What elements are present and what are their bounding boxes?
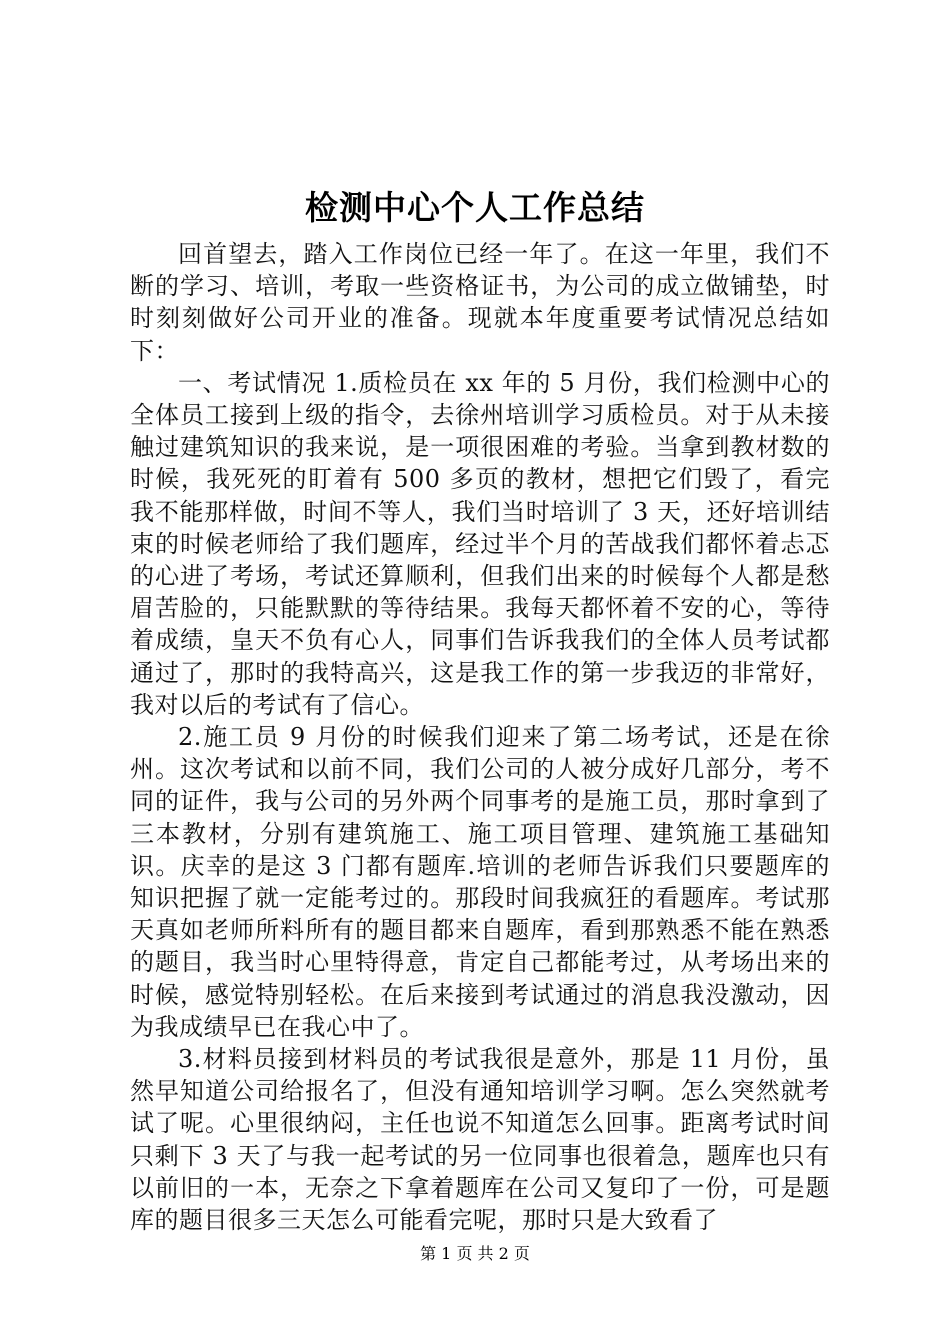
paragraph-quality-inspector: 一、考试情况 1.质检员在 xx 年的 5 月份，我们检测中心的全体员工接到上级的指令，去徐州培训学习质检员。对于从未接触过建筑知识的我来说，是一项很困难的考验。当拿到教材数的时候，我死死的盯着有 500 多页的教材，想把它们毁了，看完我不能那样做，时间不等人，我们当时培训了 3 天，还好培训结束的时候老师给了我们题库，经过半个月的苦战我们都怀着忐忑的心进了考场，考试还算顺利，但我们出来的时候每个人都是愁眉苦脸的，只能默默的等待结果。我每天都怀着不安的心，等待着成绩，皇天不负有心人，同事们告诉我我们的全体人员考试都通过了，那时的我特高兴，这是我工作的第一步我迈的非常好，我对以后的考试有了信心。 xyxy=(130,368,830,719)
paragraph-intro: 回首望去，踏入工作岗位已经一年了。在这一年里，我们不断的学习、培训，考取一些资格证书，为公司的成立做铺垫，时时刻刻做好公司开业的准备。现就本年度重要考试情况总结如下： xyxy=(130,240,830,365)
page-footer: 第 1 页 共 2 页 xyxy=(420,1244,530,1263)
paragraph-construction-worker: 2.施工员 9 月份的时候我们迎来了第二场考试，还是在徐州。这次考试和以前不同，我们公司的人被分成好几部分，考不同的证件，我与公司的另外两个同事考的是施工员，那时拿到了三本教材，分别有建筑施工、施工项目管理、建筑施工基础知识。庆幸的是这 3 门都有题库.培训的老师告诉我们只要题库的知识把握了就一定能考过的。那段时间我疯狂的看题库。考试那天真如老师所料所有的题目都来自题库，看到那熟悉不能在熟悉的题目，我当时心里特得意，肯定自己都能考过，从考场出来的时候，感觉特别轻松。在后来接到考试通过的消息我没激动，因为我成绩早已在我心中了。 xyxy=(130,723,830,1041)
paragraph-materials-officer: 3.材料员接到材料员的考试我很是意外，那是 11 月份，虽然早知道公司给报名了，但没有通知培训学习啊。怎么突然就考试了呢。心里很纳闷，主任也说不知道怎么回事。距离考试时间只剩下 3 天了与我一起考试的另一位同事也很着急，题库也只有以前旧的一本，无奈之下拿着题库在公司又复印了一份，可是题库的题目很多三天怎么可能看完呢，那时只是大致看了 xyxy=(130,1045,830,1235)
document-title: 检测中心个人工作总结 xyxy=(305,188,645,227)
document-body xyxy=(130,238,830,1235)
